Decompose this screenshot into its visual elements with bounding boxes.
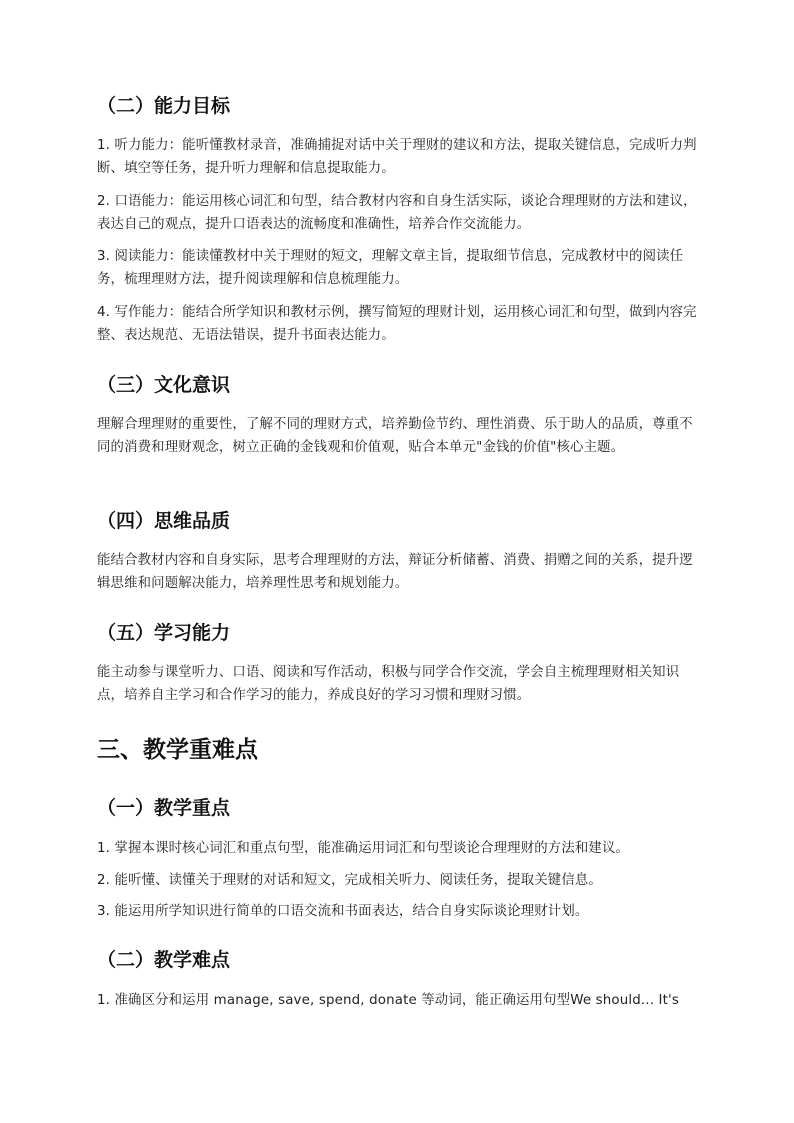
- section-heading-culture: （三）文化意识: [97, 374, 231, 396]
- section-heading-key-points: （一）教学重点: [97, 797, 231, 819]
- difficult-point-item-1: 1. 准确区分和运用 manage, save, spend, donate 等动词，能正确运用句型We should... It's: [97, 993, 679, 1008]
- section-heading-thinking: （四）思维品质: [97, 510, 231, 532]
- culture-paragraph: 理解合理理财的重要性，了解不同的理财方式，培养勤俭节约、理性消费、乐于助人的品质，尊重不同的消费和理财观念，树立正确的金钱观和价值观，贴合本单元"金钱的价值"核心主题。: [97, 417, 693, 455]
- key-point-item-3: 3. 能运用所学知识进行简单的口语交流和书面表达，结合自身实际谈论理财计划。: [97, 904, 589, 919]
- ability-item-listening: 1. 听力能力：能听懂教材录音，准确捕捉对话中关于理财的建议和方法，提取关键信息，完成听力判断、填空等任务，提升听力理解和信息提取能力。: [97, 138, 697, 176]
- ability-item-writing: 4. 写作能力：能结合所学知识和教材示例，撰写简短的理财计划，运用核心词汇和句型，做到内容完整、表达规范、无语法错误，提升书面表达能力。: [97, 305, 697, 343]
- section-heading-learning: （五）学习能力: [97, 622, 231, 644]
- section-heading-difficult-points: （二）教学难点: [97, 949, 231, 971]
- key-point-item-2: 2. 能听懂、读懂关于理财的对话和短文，完成相关听力、阅读任务，提取关键信息。: [97, 873, 602, 888]
- chapter-heading-key-difficult: 三、教学重难点: [97, 737, 258, 763]
- key-point-item-1: 1. 掌握本课时核心词汇和重点句型，能准确运用词汇和句型谈论合理理财的方法和建议。: [97, 841, 630, 856]
- section-heading-ability-goal: （二）能力目标: [97, 95, 231, 117]
- ability-item-speaking: 2. 口语能力：能运用核心词汇和句型，结合教材内容和自身生活实际，谈论合理理财的方法和建议，表达自己的观点，提升口语表达的流畅度和准确性，培养合作交流能力。: [97, 194, 697, 232]
- ability-item-reading: 3. 阅读能力：能读懂教材中关于理财的短文，理解文章主旨，提取细节信息，完成教材中的阅读任务，梳理理财方法，提升阅读理解和信息梳理能力。: [97, 249, 684, 287]
- learning-paragraph: 能主动参与课堂听力、口语、阅读和写作活动，积极与同学合作交流，学会自主梳理理财相关知识点，培养自主学习和合作学习的能力，养成良好的学习习惯和理财习惯。: [97, 665, 680, 703]
- thinking-paragraph: 能结合教材内容和自身实际，思考合理理财的方法，辩证分析储蓄、消费、捐赠之间的关系，提升逻辑思维和问题解决能力，培养理性思考和规划能力。: [97, 553, 693, 591]
